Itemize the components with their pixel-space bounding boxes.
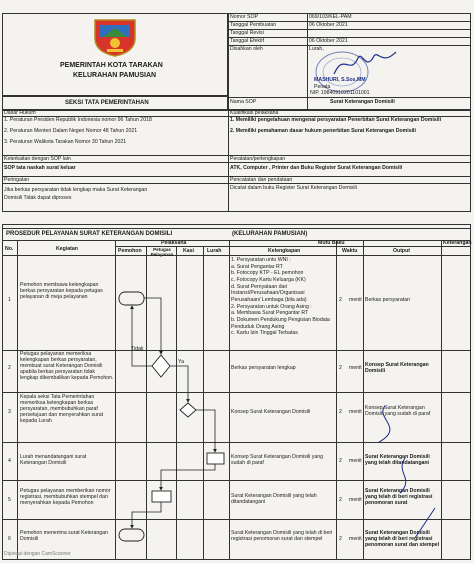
col-kasi: Kasi — [183, 248, 194, 254]
col-petugas: Petugas Pelayanan — [150, 246, 174, 257]
keterkaitan-label: Keterkaitan dengan SOP lain — [4, 155, 71, 162]
pencatatan-label: Pencatatan dan pendataan — [230, 176, 293, 183]
gov-line1: PEMERINTAH KOTA TARAKAN — [60, 62, 163, 69]
row4-no: 4 — [8, 458, 11, 464]
meta-value-3: 06 Oktober 2021 — [309, 38, 348, 44]
row5-waktu: 2 — [339, 497, 342, 503]
row6-no: 6 — [8, 536, 11, 542]
keterkaitan-value: SOP tata naskah surat keluar — [4, 165, 76, 171]
row1-waktu: 2 — [339, 297, 342, 303]
row2-no: 2 — [8, 365, 11, 371]
kualifikasi-label: Kualifikasi pelaksana — [230, 109, 279, 116]
meta-label-4: Disahkan oleh — [230, 46, 263, 52]
peralatan-value: ATK, Computer , Printer dan Buku Register Surat Keterangan Domisili — [230, 165, 403, 171]
peringatan-label: Peringatan — [4, 176, 30, 183]
decision-diamond — [152, 355, 170, 377]
row3-waktu: 2 — [339, 409, 342, 415]
signer-name: MASHURI, S.Sos.MM — [314, 77, 366, 83]
row3-unit: menit — [349, 409, 362, 415]
row4-waktu: 2 — [339, 458, 342, 464]
meta-label-2: Tanggal Revisi — [230, 30, 264, 36]
label-tidak: Tidak — [131, 346, 144, 352]
meta-value-4: Lurah, — [309, 46, 324, 52]
col-kelengkapan: Kelengkapan — [268, 248, 301, 254]
dasar-hukum-2: 2. Peraturan Menteri Dalam Negeri Nomor 48 Tahun 2021 — [4, 128, 138, 134]
pencatatan-value: Dicatat dalam buku Register Surat Keterangan Domisili — [230, 185, 357, 191]
row1-no: 1 — [8, 297, 11, 303]
row6-kegiatan: Pemohon menerima surat Keterangan Domisili — [20, 530, 108, 542]
row6-waktu: 2 — [339, 536, 342, 542]
row5-kegiatan: Petugas pelayanan memberikan nomor registrasi, membubuhkan stempel dan menyerahkan kepada Pemohon — [20, 488, 111, 506]
row1-unit: menit — [349, 297, 362, 303]
row1-kegiatan: Pemohon membawa kelengkapan berkas persyaratan kepada petugas pelayanan di meja pelayanan — [20, 282, 103, 300]
section-title: SEKSI TATA PEMERINTAHAN — [65, 100, 149, 106]
signer-nip: NIP. 19840910201101001 — [310, 90, 370, 96]
meta-label-1: Tanggal Pembuatan — [230, 22, 277, 28]
row6-unit: menit — [349, 536, 362, 542]
col-mutu: Mutu Baku — [318, 240, 345, 246]
flow-arrow-4 — [161, 464, 215, 490]
row3-no: 3 — [8, 409, 11, 415]
col-pemohon: Pemohon — [118, 248, 142, 254]
sop-name-label: Nama SOP — [230, 99, 257, 105]
col-pelaksana: Pelaksana — [161, 240, 187, 246]
scanner-watermark: Dipindai dengan CamScanner — [4, 551, 71, 557]
signer-rank: Penata — [314, 84, 331, 90]
col-kegiatan: Kegiatan — [56, 246, 78, 252]
row3-kelengkapan: Konsep Surat Keterangan Domisili — [231, 409, 311, 415]
dasar-hukum-3: 3. Peraturan Walikota Tarakan Nomor 30 Tahun 2021 — [4, 139, 127, 145]
row5-kelengkapan: Surat Keterangan Domisili yang telah ditandatangani — [231, 493, 317, 505]
row2-output: Konsep Surat Keterangan Domisili — [365, 362, 429, 374]
row2-kelengkapan: Berkas persyaratan lengkap — [231, 365, 296, 371]
flow-arrow-tidak — [132, 306, 152, 366]
col-no: No. — [5, 246, 14, 252]
pen-marks-icon — [345, 398, 465, 548]
col-output: Output — [393, 248, 410, 254]
row5-output: Surat Keterangan Domisili yang telah di beri registrasi penomoran surat — [365, 488, 433, 506]
row4-output: Surat Keterangan Domisili yang telah ditandatangani — [365, 454, 430, 466]
row2-unit: menit — [349, 365, 362, 371]
row4-kelengkapan: Konsep Surat Keterangan Domisili yang sudah di paraf — [231, 454, 323, 466]
col-waktu: Waktu — [342, 248, 358, 254]
row3-kegiatan: Kepala seksi Tata Pemerintahan memeriksa kelengkapan berkas persyaratan, membubuhkan paraf persetujuan dan menyerahkan surat kepada Lurah — [20, 394, 104, 424]
row6-output: Surat Keterangan Domisili yang telah di beri registrasi penomoran surat dan stempel — [365, 530, 440, 548]
dasar-hukum-1: 1. Peraturan Presiden Republik Indonesia nomor 96 Tahun 2018 — [4, 117, 152, 123]
row4-unit: menit — [349, 458, 362, 464]
petugas-box — [152, 491, 171, 502]
meta-value-1: 06 Oktober 2021 — [309, 22, 348, 28]
row5-no: 5 — [8, 497, 11, 503]
kualifikasi-1: 1. Memiliki pengetahuan mengenai persyaratan Penerbitan Surat Keterangan Domisili — [230, 117, 442, 123]
flow-arrow-3 — [196, 410, 215, 452]
flow-arrow-1 — [144, 298, 161, 354]
dasar-hukum-label: Dasar Hukum — [4, 109, 36, 116]
row4-kegiatan: Lurah menandatangani surat Keterangan Domisili — [20, 454, 87, 466]
flow-arrow-5 — [132, 502, 161, 528]
label-ya: Ya — [178, 359, 184, 365]
procedure-title: PROSEDUR PELAYANAN SURAT KETERANGAN DOMISILI — [6, 231, 173, 237]
kasi-diamond — [180, 403, 196, 417]
meta-label-3: Tanggal Efektif — [230, 38, 265, 44]
row1-output: Berkas persyaratan — [365, 297, 410, 303]
row2-kegiatan: Petugas pelayanan memeriksa kelengkapan berkas persyaratan, membuat surat Keterangan Domisili apabila berkas persyaratan tidak lengkap dikembalikan kepada Pemohon. — [20, 351, 114, 381]
start-terminator — [119, 292, 144, 305]
end-terminator — [119, 529, 144, 541]
peringatan-value: Jika berkas persyaratan tidak lengkap maka Surat Keterangan Domisili Tidak dapat diproses — [4, 187, 148, 202]
gov-line2: KELURAHAN PAMUSIAN — [73, 72, 157, 79]
col-lurah: Lurah — [207, 248, 222, 254]
kualifikasi-2: 2. Memiliki pemahaman dasar hukum penerbitan Surat Keterangan Domisili — [230, 128, 416, 134]
sop-name-value: Surat Keterangan Domisili — [330, 99, 395, 105]
row3-output: Konsep Surat Keterangan Domisili yang sudah di paraf — [365, 405, 431, 417]
meta-label-0: Nomor SOP — [230, 14, 258, 20]
meta-value-0: 069/103/KEL-PAM — [309, 14, 352, 20]
row2-waktu: 2 — [339, 365, 342, 371]
row1-kelengkapan: 1. Persyaratan untu WNI : a. Surat Pengantar RT b. Fotocopy KTP - EL pemohon c. Fotocopy Kartu Keluarga (KK) d. Surat Pernyataan dari Instansi/Perusahaan/Organisasi Perusahaan/ Lembaga (bila ada) 2. Persyaratan untuk Orang Asing : a. Membawa Surat Pengantar RT b. Dokumen Pendukung Pengisian Biodata Penduduk Orang Asing c. Kartu Izin Tinggal Terbatas — [231, 257, 330, 337]
row5-unit: menit — [349, 497, 362, 503]
col-ket: Keterangan — [443, 240, 472, 246]
flow-arrow-ya — [170, 366, 188, 402]
row6-kelengkapan: Surat Keterangan Domisili yang telah di beri registrasi penomoran surat dan stempel — [231, 530, 333, 542]
peralatan-label: Peralatan/perlengkapan — [230, 155, 286, 162]
lurah-box — [207, 453, 224, 464]
procedure-subtitle: (KELURAHAN PAMUSIAN) — [232, 231, 308, 237]
